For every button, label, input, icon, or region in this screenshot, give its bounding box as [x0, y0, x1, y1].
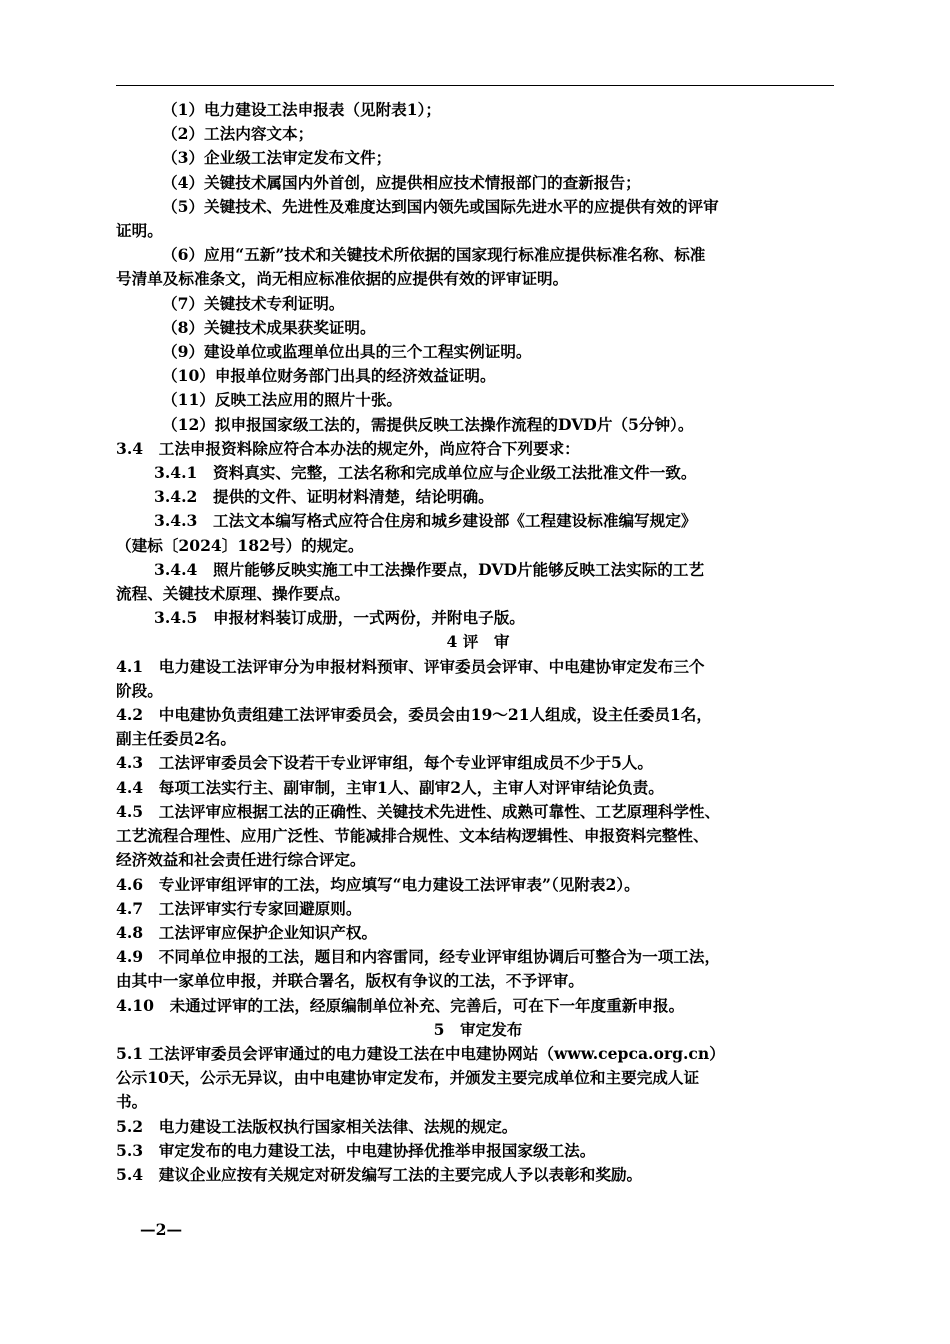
clause-continuation: 工艺流程合理性、应用广泛性、节能减排合规性、文本结构逻辑性、申报资料完整性、 — [116, 826, 709, 846]
clause-4-1: 4.1 电力建设工法评审分为申报材料预审、评审委员会评审、中电建协审定发布三个 — [116, 656, 705, 676]
clause-3-4-3: 3.4.3 工法文本编写格式应符合住房和城乡建设部《工程建设标准编写规定》 — [154, 511, 697, 531]
clause-4-6: 4.6 专业评审组评审的工法，均应填写“电力建设工法评审表”（见附表2）。 — [116, 874, 640, 894]
clause-continuation: 书。 — [116, 1092, 148, 1112]
header-rule — [116, 85, 834, 86]
list-item: （8）关键技术成果获奖证明。 — [162, 317, 376, 337]
clause-3-4-1: 3.4.1 资料真实、完整，工法名称和完成单位应与企业级工法批准文件一致。 — [154, 463, 697, 483]
section-heading-4: 4 评 审 — [446, 632, 510, 652]
clause-4-5: 4.5 工法评审应根据工法的正确性、关键技术先进性、成熟可靠性、工艺原理科学性、 — [116, 801, 721, 821]
clause-4-4: 4.4 每项工法实行主、副审制，主审1人、副审2人，主审人对评审结论负责。 — [116, 777, 664, 797]
clause-3-4-4: 3.4.4 照片能够反映实施工中工法操作要点，DVD片能够反映工法实际的工艺 — [154, 559, 705, 579]
section-heading-5: 5 审定发布 — [433, 1019, 523, 1039]
clause-5-2: 5.2 电力建设工法版权执行国家相关法律、法规的规定。 — [116, 1116, 518, 1136]
clause-4-9: 4.9 不同单位申报的工法，题目和内容雷同，经专业评审组协调后可整合为一项工法， — [116, 947, 721, 967]
clause-4-10: 4.10 未通过评审的工法，经原编制单位补充、完善后，可在下一年度重新申报。 — [116, 995, 685, 1015]
list-item: （7）关键技术专利证明。 — [162, 293, 345, 313]
clause-4-2: 4.2 中电建协负责组建工法评审委员会，委员会由19～21人组成，设主任委员1名， — [116, 705, 712, 725]
clause-3-4: 3.4 工法申报资料除应符合本办法的规定外，尚应符合下列要求： — [116, 438, 580, 458]
clause-4-8: 4.8 工法评审应保护企业知识产权。 — [116, 922, 378, 942]
list-item: （5）关键技术、先进性及难度达到国内领先或国际先进水平的应提供有效的评审 — [162, 196, 719, 216]
clause-4-3: 4.3 工法评审委员会下设若干专业评审组，每个专业评审组成员不少于5人。 — [116, 753, 653, 773]
document-body — [116, 98, 840, 1187]
clause-continuation: 由其中一家单位申报，并联合署名，版权有争议的工法，不予评审。 — [116, 971, 584, 991]
clause-continuation: 流程、关键技术原理、操作要点。 — [116, 584, 350, 604]
list-item: （1）电力建设工法申报表（见附表1）； — [162, 100, 441, 119]
page-number: —2— — [140, 1220, 183, 1239]
clause-5-4: 5.4 建议企业应按有关规定对研发编写工法的主要完成人予以表彰和奖励。 — [116, 1164, 643, 1184]
list-item: （6）应用“五新”技术和关键技术所依据的国家现行标准应提供标准名称、标准 — [162, 245, 706, 265]
clause-continuation: 阶段。 — [116, 680, 163, 700]
list-item: （3）企业级工法审定发布文件； — [162, 148, 392, 168]
list-item: （10）申报单位财务部门出具的经济效益证明。 — [162, 366, 496, 386]
clause-5-1: 5.1 工法评审委员会评审通过的电力建设工法在中电建协网站（www.cepca.org.cn） — [116, 1043, 725, 1063]
list-item: （2）工法内容文本； — [162, 124, 314, 144]
list-item: （9）建设单位或监理单位出具的三个工程实例证明。 — [162, 342, 532, 362]
list-item-continuation: 号清单及标准条文，尚无相应标准依据的应提供有效的评审证明。 — [116, 269, 569, 289]
list-item: （12）拟申报国家级工法的，需提供反映工法操作流程的DVD片（5分钟）。 — [162, 414, 694, 434]
list-item: （4）关键技术属国内外首创，应提供相应技术情报部门的查新报告； — [162, 172, 641, 192]
clause-continuation: 副主任委员2名。 — [116, 729, 237, 749]
clause-continuation: 公示10天，公示无异议，由中电建协审定发布，并颁发主要完成单位和主要完成人证 — [116, 1068, 700, 1088]
list-item-continuation: 证明。 — [116, 221, 163, 241]
clause-3-4-5: 3.4.5 申报材料装订成册，一式两份，并附电子版。 — [154, 608, 525, 628]
list-item: （11）反映工法应用的照片十张。 — [162, 390, 403, 410]
clause-4-7: 4.7 工法评审实行专家回避原则。 — [116, 898, 362, 918]
clause-continuation: 经济效益和社会责任进行综合评定。 — [116, 850, 366, 870]
clause-3-4-2: 3.4.2 提供的文件、证明材料清楚，结论明确。 — [154, 487, 494, 507]
clause-continuation: （建标〔2024〕182号）的规定。 — [116, 535, 364, 555]
clause-5-3: 5.3 审定发布的电力建设工法，中电建协择优推举申报国家级工法。 — [116, 1140, 596, 1160]
